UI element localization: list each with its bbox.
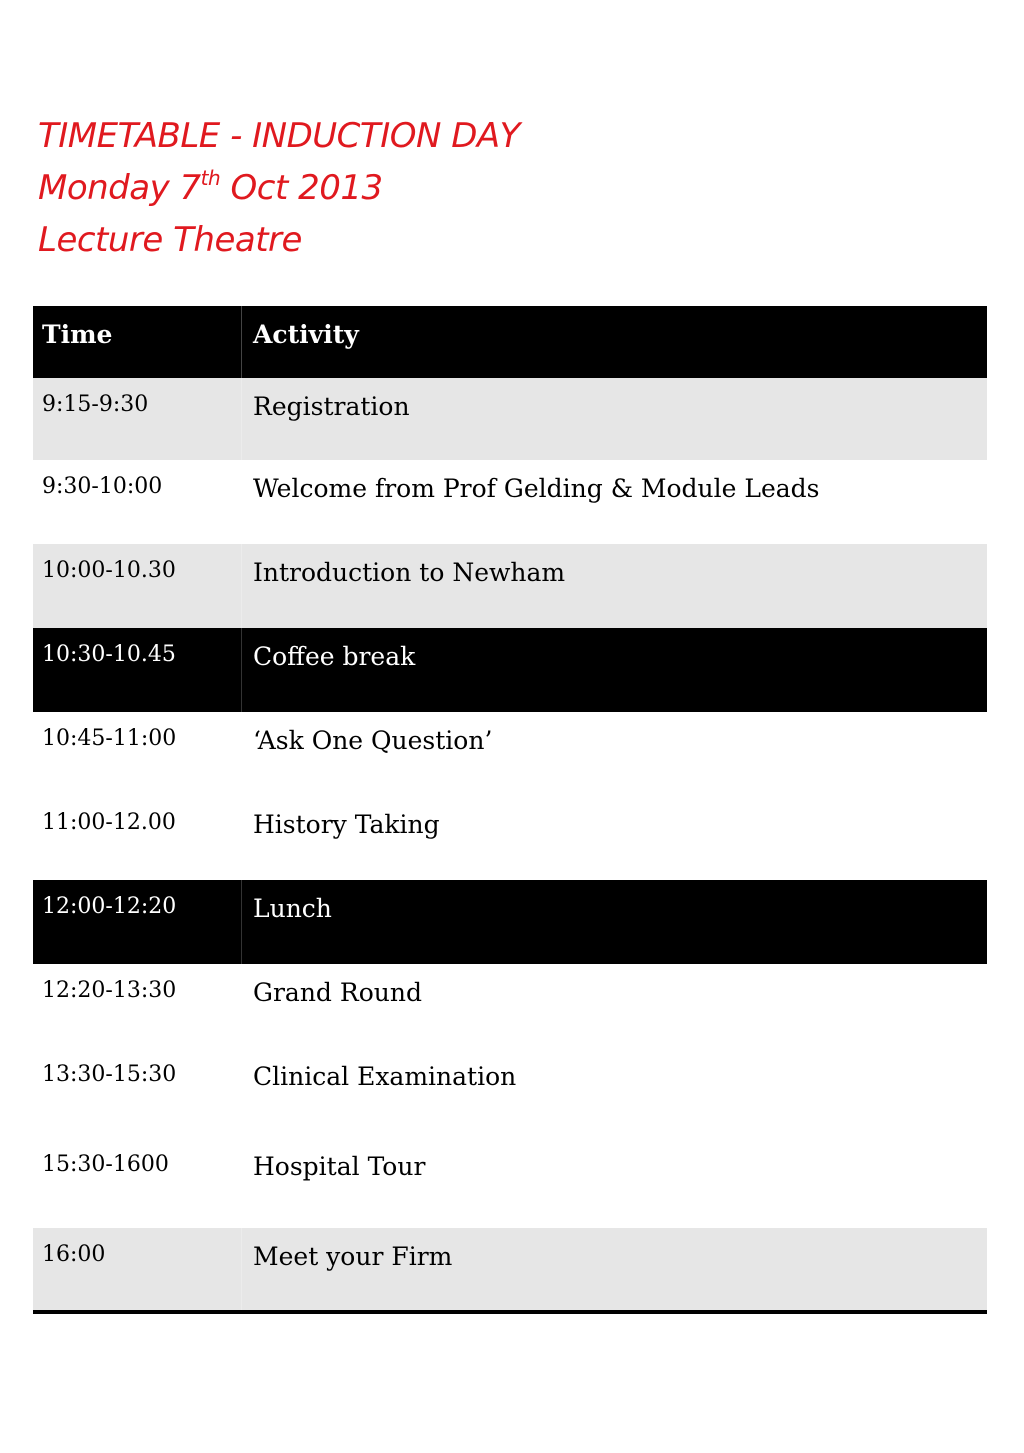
row-time: 13:30-15:30 [33, 1048, 242, 1138]
row-activity: Meet your Firm [253, 1242, 453, 1271]
page-title: TIMETABLE - INDUCTION DAY [38, 116, 520, 156]
table-row [33, 712, 987, 796]
row-time: 10:45-11:00 [33, 712, 242, 796]
row-time: 10:30-10.45 [33, 628, 242, 712]
row-activity: Coffee break [253, 642, 416, 671]
event-date-ordinal: th [200, 166, 221, 190]
event-date-suffix: Oct 2013 [220, 168, 383, 208]
table-row [33, 964, 987, 1048]
row-activity: History Taking [253, 810, 440, 839]
event-location: Lecture Theatre [38, 220, 302, 260]
row-activity: Clinical Examination [253, 1062, 517, 1091]
table-row [33, 1228, 987, 1310]
row-activity: Welcome from Prof Gelding & Module Leads [253, 474, 820, 503]
row-time: 16:00 [33, 1228, 242, 1310]
table-header-row [33, 306, 987, 378]
table-row [33, 628, 987, 712]
table-row [33, 544, 987, 628]
row-activity: Registration [253, 392, 410, 421]
column-header-time: Time [33, 306, 242, 378]
table-row [33, 1048, 987, 1138]
row-activity: ‘Ask One Question’ [253, 726, 493, 755]
table-row [33, 796, 987, 880]
event-date [38, 162, 520, 214]
row-time: 10:00-10.30 [33, 544, 242, 628]
row-time: 11:00-12.00 [33, 796, 242, 880]
table-row [33, 460, 987, 544]
document-header [38, 110, 520, 266]
row-time: 9:15-9:30 [33, 378, 242, 460]
row-time: 9:30-10:00 [33, 460, 242, 544]
row-time: 12:20-13:30 [33, 964, 242, 1048]
table-row [33, 1138, 987, 1228]
row-activity: Hospital Tour [253, 1152, 426, 1181]
row-activity: Lunch [253, 894, 332, 923]
row-activity: Grand Round [253, 978, 422, 1007]
timetable [33, 306, 987, 1314]
column-header-activity: Activity [253, 320, 359, 349]
row-time: 15:30-1600 [33, 1138, 242, 1228]
row-activity: Introduction to Newham [253, 558, 566, 587]
table-row [33, 378, 987, 460]
row-time: 12:00-12:20 [33, 880, 242, 964]
event-date-prefix: Monday 7 [38, 168, 201, 208]
table-row [33, 880, 987, 964]
